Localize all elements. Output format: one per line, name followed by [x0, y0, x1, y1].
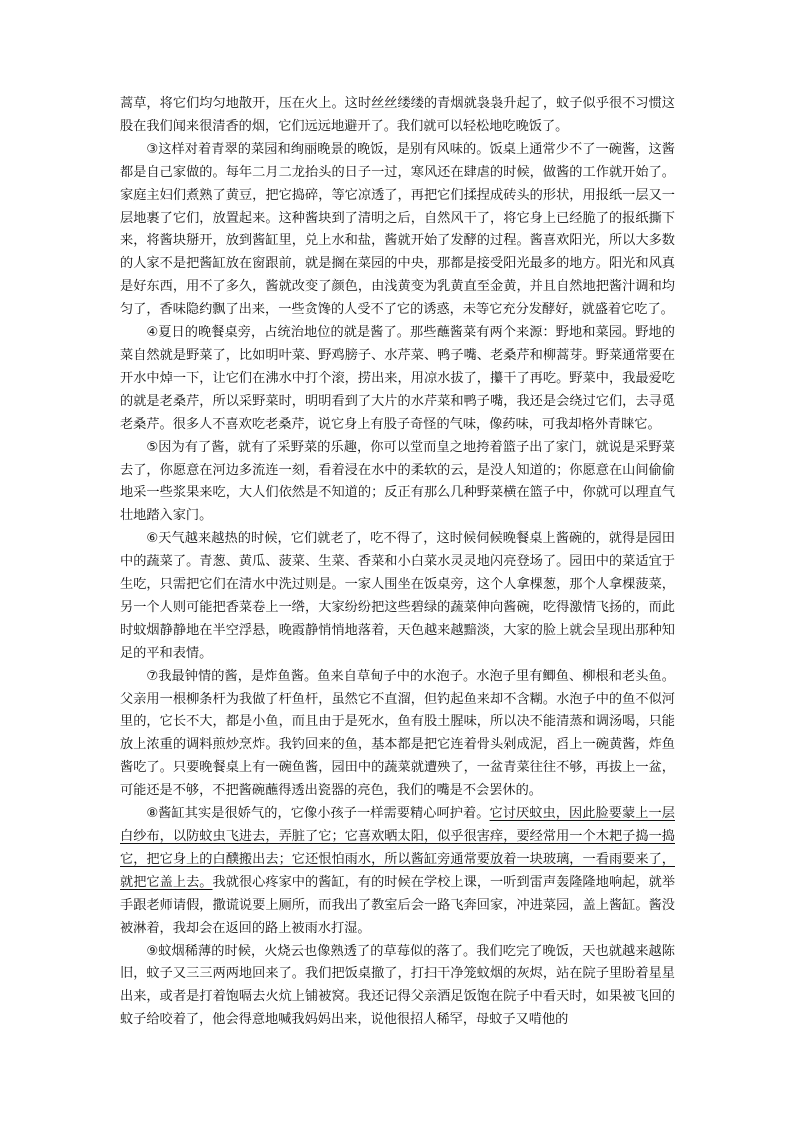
paragraph-4-wild-vegetables: ④夏日的晚餐桌旁，占统治地位的就是酱了。那些蘸酱菜有两个来源：野地和菜园。野地的菜自然就是野菜了，比如明叶菜、野鸡膀子、水芹菜、鸭子嘴、老桑芹和柳蒿芽。野菜通常要在开水中焯一下，让它们在沸水中打个滚，捞出来，用凉水拔了，攥干了再吃。野菜中，我最爱吃的就是老桑芹，所以采野菜时，明明看到了大片的水芹菜和鸭子嘴，我还是会绕过它们，去寻觅老桑芹。很多人不喜欢吃老桑芹，说它身上有股子奇怪的气味，像药味，可我却格外青睐它。: [120, 325, 675, 432]
paragraph-continued: 蒿草，将它们均匀地散开，压在火上。这时丝丝缕缕的青烟就袅袅升起了，蚊子似乎很不习惯这股在我们闻来很清香的烟，它们远远地避开了。我们就可以轻松地吃晚饭了。: [120, 96, 675, 134]
paragraph-6-garden-vegetables: ⑥天气越来越热的时候，它们就老了，吃不得了，这时候伺候晚餐桌上酱碗的，就得是园田中的蔬菜了。青葱、黄瓜、菠菜、生菜、香菜和小白菜水灵灵地闪亮登场了。园田中的菜适宜于生吃，只需把它们在清水中洗过则是。一家人围坐在饭桌旁，这个人拿棵葱，那个人拿棵菠菜，另一个人则可能把香菜卷上一绺，大家纷纷把这些碧绿的蔬菜伸向酱碗，吃得激情飞扬的，而此时蚊烟静静地在半空浮悬，晚霞静悄悄地落着，天色越来越黯淡，大家的脸上就会呈现出那种知足的平和表情。: [120, 531, 675, 661]
paragraph-8-tail: 我就很心疼家中的酱缸，有的时候在学校上课，一听到雷声轰隆隆地响起，就举手跟老师请假，撒谎说要上厕所，而我出了教室后会一路飞奔回家，冲进菜园，盖上酱缸。酱没被淋着，我却会在返回的路上被雨水打湿。: [120, 874, 676, 936]
paragraph-3-sauce-making: ③这样对着青翠的菜园和绚丽晚景的晚饭，是别有风味的。饭桌上通常少不了一碗酱，这酱都是自己家做的。每年二月二龙抬头的日子一过，寒风还在肆虐的时候，做酱的工作就开始了。家庭主妇们煮熟了黄豆，把它捣碎，等它凉透了，再把它们揉捏成砖头的形状，用报纸一层又一层地裹了它们，放置起来。这种酱块到了清明之后，自然风干了，将它身上已经脆了的报纸撕下来，将酱块掰开，放到酱缸里，兑上水和盐，酱就开始了发酵的过程。酱喜欢阳光，所以大多数的人家不是把酱缸放在窗跟前，就是搁在菜园的中央，那都是接受阳光最多的地方。阳光和风真是好东西，用不了多久，酱就改变了颜色，由浅黄变为乳黄直至金黄，并且自然地把酱汁调和均匀了，香味隐约飘了出来，一些贪馋的人受不了它的诱惑，未等它充分发酵好，就盛着它吃了。: [120, 141, 675, 318]
document-page: [120, 93, 675, 1032]
paragraph-9-evening: ⑨蚊烟稀薄的时候，火烧云也像熟透了的草莓似的落了。我们吃完了晚饭，天也就越来越陈旧，蚊子又三三两两地回来了。我们把饭桌撤了，打扫干净笼蚊烟的灰烬，站在院子里盼着星星出来，或者是打着饱嗝去火炕上铺被窝。我还记得父亲酒足饭饱在院子中看天时，如果被飞回的蚊子给咬着了，他会得意地喊我妈妈出来，说他很招人稀罕，母蚊子又啃他的: [120, 943, 675, 1028]
paragraph-5-picking-fun: ⑤因为有了酱，就有了采野菜的乐趣，你可以堂而皇之地挎着篮子出了家门，就说是采野菜去了，你愿意在河边多流连一刻，看着浸在水中的柔软的云，是没人知道的；你愿意在山间偷偷地采一些浆果来吃，大人们依然是不知道的；反正有那么几种野菜横在篮子中，你就可以理直气壮地踏入家门。: [120, 439, 675, 524]
paragraph-7-fish-sauce: ⑦我最钟情的酱，是炸鱼酱。鱼来自草甸子中的水泡子。水泡子里有鲫鱼、柳根和老头鱼。父亲用一根柳条杆为我做了杆鱼杆，虽然它不直溜，但钓起鱼来却不含糊。水泡子中的鱼不似河里的，它长不大，都是小鱼，而且由于是死水，鱼有股土腥味，所以决不能清蒸和调汤喝，只能放上浓重的调料煎炒烹炸。我钓回来的鱼，基本都是把它连着骨头剁成泥，舀上一碗黄酱，炸鱼酱吃了。只要晚餐桌上有一碗鱼酱，园田中的蔬菜就遭殃了，一盆青菜往往不够，再拔上一盆，可能还是不够，不把酱碗蘸得透出瓷器的亮色，我们的嘴是不会罢休的。: [120, 668, 675, 799]
paragraph-8-lead: ⑧酱缸其实是很娇气的，它像小孩子一样需要精心呵护着。: [146, 806, 490, 822]
paragraph-8-sauce-vat: [120, 803, 675, 940]
underlined-passage: 它讨厌蚊虫，因此脸要蒙上一层白纱布，以防蚊虫飞进去，弄脏了它；它喜欢晒太阳，似乎很害痒，要经常用一个木耙子捣一捣它，把它身上的白醭搬出去；它还恨怕雨水，所以酱缸旁通常要放着一块玻璃，一看雨要来了，就把它盖上去。: [120, 806, 675, 890]
